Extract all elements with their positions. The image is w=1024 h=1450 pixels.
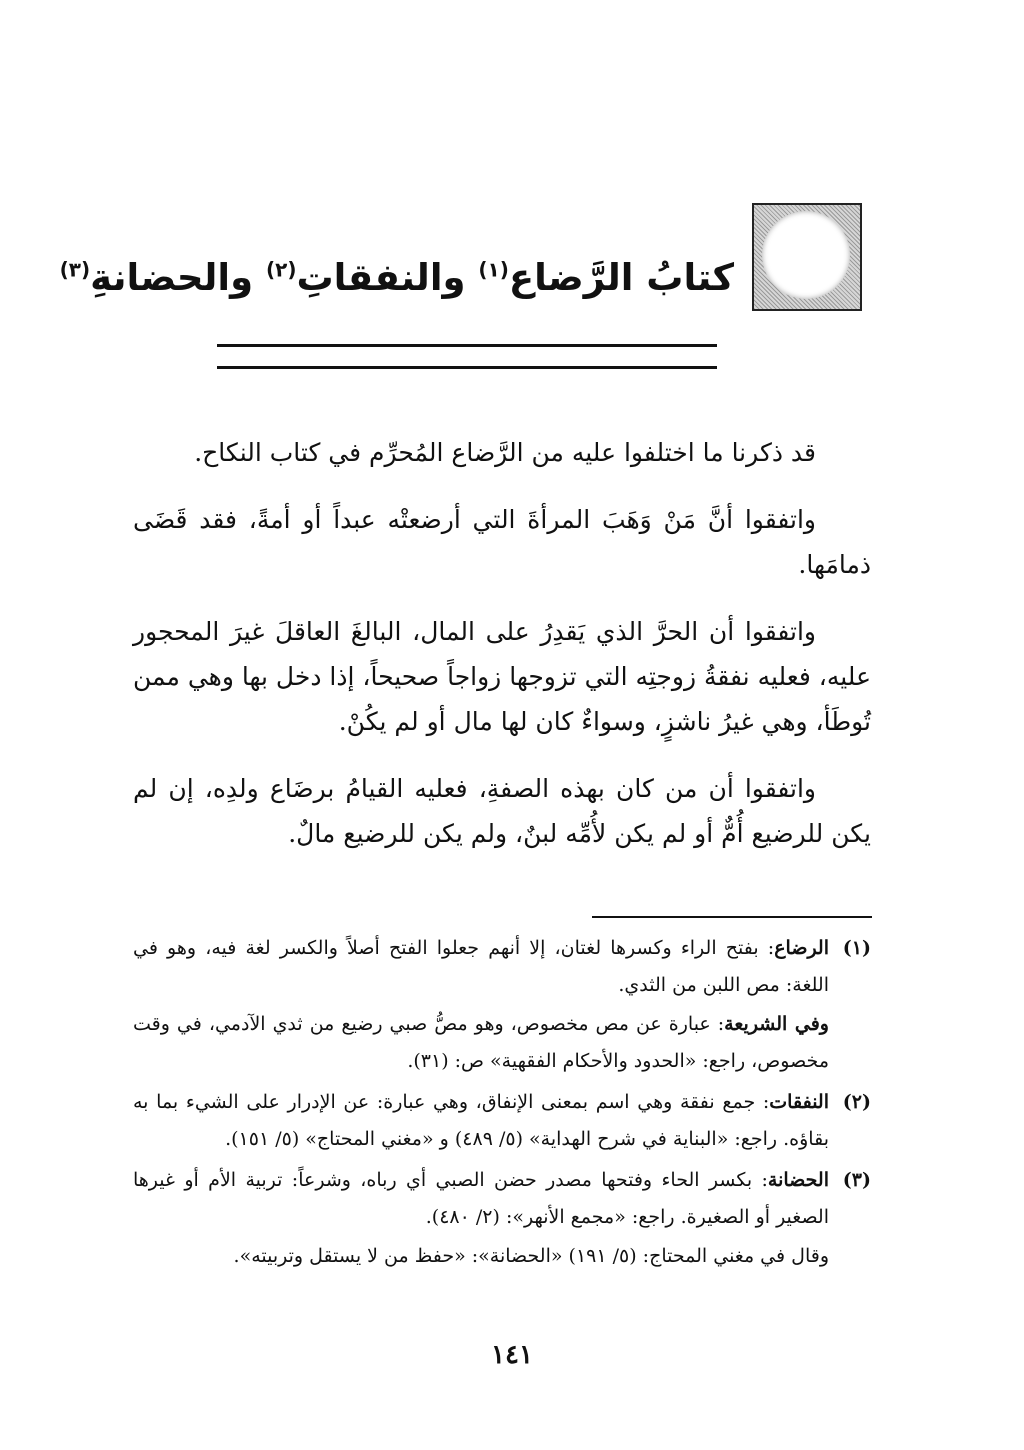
title-word-1: الرَّضاع xyxy=(508,256,634,299)
footnote-term: وفي الشريعة xyxy=(724,1013,829,1035)
title-book: كتابُ xyxy=(646,256,734,299)
title-note-1: (١) xyxy=(478,257,509,282)
footnote-term: الحضانة xyxy=(767,1169,829,1191)
footnote-number: (٢) xyxy=(842,1091,871,1113)
title-rule-top xyxy=(217,344,717,347)
footnote-1 xyxy=(133,930,871,1080)
footnote-number: (١) xyxy=(842,937,871,959)
paragraph-1: قد ذكرنا ما اختلفوا عليه من الرَّضاع المُحرِّم في كتاب النكاح. xyxy=(194,438,816,467)
footnote-2 xyxy=(133,1084,871,1158)
footnote-number: (٣) xyxy=(842,1169,871,1191)
footnote-text: : جمع نفقة وهي اسم بمعنى الإنفاق، وهي عبارة: عن الإدرار على الشيء بما به بقاؤه. راجع: «البناية في شرح الهداية» (٥/ ٤٨٩) و «مغني المحتاج» (٥/ ١٥١). xyxy=(133,1091,829,1150)
main-text xyxy=(133,430,871,878)
footnotes xyxy=(133,930,871,1279)
emblem-circle xyxy=(762,211,850,299)
title-word-3: والحضانةِ xyxy=(90,256,254,299)
footnote-text: : بفتح الراء وكسرها لغتان، إلا أنهم جعلوا الفتح أصلاً والكسر لغة فيه، وهو في اللغة: مص اللبن من الثدي. xyxy=(133,937,829,996)
page-number: ١٤١ xyxy=(491,1340,533,1370)
footnote-text: : بكسر الحاء وفتحها مصدر حضن الصبي أي رباه، وشرعاً: تربية الأم أو غيرها الصغير أو الصغيرة. راجع: «مجمع الأنهر»: (٢/ ٤٨٠). xyxy=(133,1169,829,1228)
chapter-title xyxy=(60,256,734,299)
footnote-term: الرضاع xyxy=(774,937,829,959)
footnote-term: النفقات xyxy=(769,1091,829,1113)
paragraph-2: واتفقوا أنَّ مَنْ وَهَبَ المرأةَ التي أرضعتْه عبداً أو أمةً، فقد قَضَى ذمامَها. xyxy=(133,505,871,579)
title-note-2: (٢) xyxy=(265,257,297,282)
chapter-emblem-icon xyxy=(752,203,862,311)
paragraph-3: واتفقوا أن الحرَّ الذي يَقدِرُ على المال، البالغَ العاقلَ غيرَ المحجور عليه، فعليه نفقةُ زوجتِه التي تزوجها زواجاً صحيحاً، إذا دخل بها وهي ممن تُوطَأ، وهي غيرُ ناشزٍ، وسواءٌ كان لها مال أو لم يكُنْ. xyxy=(133,617,871,736)
footnote-text: وقال في مغني المحتاج: (٥/ ١٩١) «الحضانة»: «حفظ من لا يستقل وتربيته». xyxy=(233,1245,829,1267)
paragraph-4: واتفقوا أن من كان بهذه الصفةِ، فعليه القيامُ برضَاع ولدِه، إن لم يكن للرضيع أُمٌّ أو لم يكن لأُمِّه لبنٌ، ولم يكن للرضيع مالٌ. xyxy=(133,774,871,848)
title-note-3: (٣) xyxy=(59,257,91,282)
title-rule-bottom xyxy=(217,366,717,369)
footnote-3 xyxy=(133,1162,871,1275)
footnote-text: : عبارة عن مص مخصوص، وهو مصُّ صبي رضيع من ثدي الآدمي، في وقت مخصوص، راجع: «الحدود والأحكام الفقهية» ص: (٣١). xyxy=(133,1013,829,1072)
title-word-2: والنفقاتِ xyxy=(296,256,466,299)
footnote-separator xyxy=(592,916,872,918)
